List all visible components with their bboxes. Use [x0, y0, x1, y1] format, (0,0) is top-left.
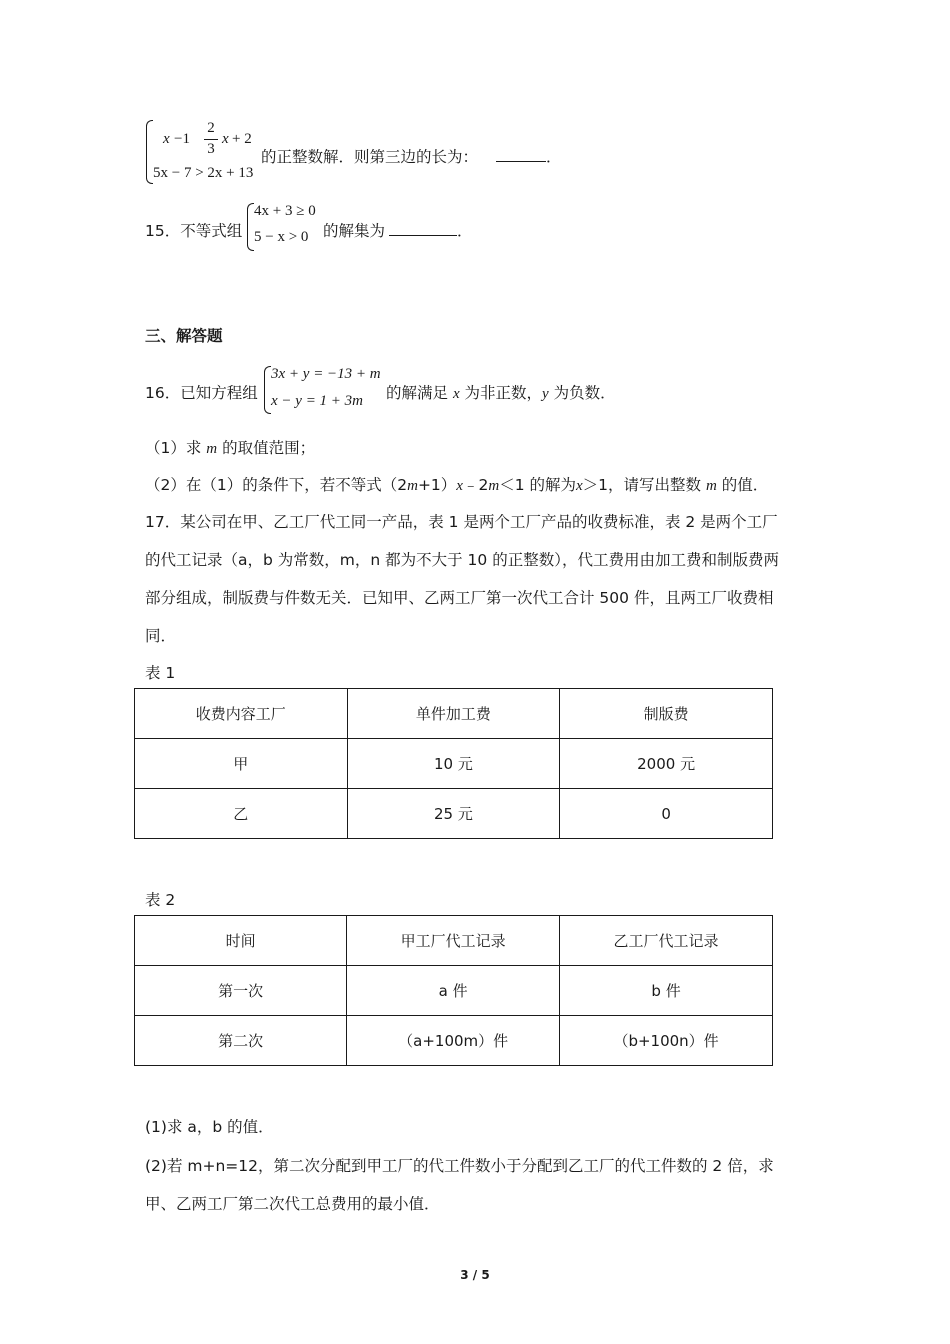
q17-line3: 部分组成，制版费与件数无关．已知甲、乙两工厂第一次代工合计 500 件，且两工厂收费相 [145, 589, 774, 607]
table-cell: 制版费 [560, 689, 773, 739]
page-number: 3 / 5 [460, 1268, 490, 1282]
q16-part2: （2）在（1）的条件下，若不等式（2m+1）x﹣2m＜1 的解为x＞1，请写出整数 m 的值． [145, 476, 769, 494]
table-row [135, 1016, 773, 1066]
q17-sub1: (1)求 a，b 的值． [145, 1118, 274, 1136]
table-cell: 第二次 [135, 1016, 347, 1066]
q15-answer-blank [389, 221, 457, 236]
table-cell: 收费内容工厂 [135, 689, 348, 739]
table-cell: （a+100m）件 [347, 1016, 560, 1066]
q16-line1: 3x + y = −13 + m [271, 366, 381, 382]
q16-line2: x − y = 1 + 3m [271, 393, 364, 409]
q14-line1-x: x [163, 131, 170, 147]
q14-answer-blank [496, 147, 546, 162]
q15-line1: 4x + 3 ≥ 0 [254, 203, 316, 219]
table-cell: 2000 元 [560, 739, 773, 789]
table-row [135, 689, 773, 739]
q17-line1: 17．某公司在甲、乙工厂代工同一产品，表 1 是两个工厂产品的收费标准，表 2 是两个工厂 [145, 513, 778, 531]
table-cell: 第一次 [135, 966, 347, 1016]
q14-end: ． [546, 148, 562, 166]
table-2 [134, 915, 773, 1066]
table-cell: 甲 [135, 739, 348, 789]
q16-label: 16．已知方程组 [145, 384, 258, 402]
q14-line1-x2: x [222, 131, 229, 147]
table-cell: 乙 [135, 789, 348, 839]
section-title: 三、解答题 [145, 327, 223, 345]
table-cell: 25 元 [347, 789, 560, 839]
q14-brace [146, 120, 153, 184]
table-cell: a 件 [347, 966, 560, 1016]
q16-condition: 的解满足 x 为非正数，y 为负数． [386, 384, 616, 402]
table-row [135, 966, 773, 1016]
table-cell: 单件加工费 [347, 689, 560, 739]
q14-frac-num: 2 [207, 120, 215, 136]
table-row [135, 789, 773, 839]
q16-brace [264, 366, 271, 414]
table-row [135, 739, 773, 789]
table-cell: （b+100n）件 [560, 1016, 773, 1066]
q15-label: 15．不等式组 [145, 222, 243, 240]
table-cell: 10 元 [347, 739, 560, 789]
table-1 [134, 688, 773, 839]
q14-frac-bar [204, 139, 218, 140]
table-cell: 0 [560, 789, 773, 839]
table1-caption: 表 1 [145, 664, 176, 682]
q17-sub2-line1: (2)若 m+n=12，第二次分配到甲工厂的代工件数小于分配到乙工厂的代工件数的 2 倍，求 [145, 1157, 774, 1175]
table-cell: b 件 [560, 966, 773, 1016]
q14-line1-plus: + 2 [232, 131, 252, 147]
table-cell: 时间 [135, 916, 347, 966]
q14-frac-den: 3 [207, 141, 215, 157]
q17-sub2-line2: 甲、乙两工厂第二次代工总费用的最小值． [145, 1195, 440, 1213]
q14-text: 的正整数解．则第三边的长为： [261, 148, 479, 166]
q15-text: 的解集为 [323, 222, 386, 240]
table-cell: 甲工厂代工记录 [347, 916, 560, 966]
q16-part1: （1）求 m 的取值范围； [145, 439, 316, 457]
q15-line2: 5 − x > 0 [254, 229, 309, 245]
q17-line4: 同． [145, 627, 177, 645]
q15-end: ． [457, 222, 473, 240]
q15-brace [247, 203, 254, 251]
q17-line2: 的代工记录（a，b 为常数，m，n 都为不大于 10 的正整数），代工费用由加工费和制版费两 [145, 551, 779, 569]
q14-line2: 5x − 7 > 2x + 13 [153, 165, 254, 181]
table2-caption: 表 2 [145, 891, 176, 909]
table-cell: 乙工厂代工记录 [560, 916, 773, 966]
table-row [135, 916, 773, 966]
q14-line1-minus: −1 [174, 131, 190, 147]
